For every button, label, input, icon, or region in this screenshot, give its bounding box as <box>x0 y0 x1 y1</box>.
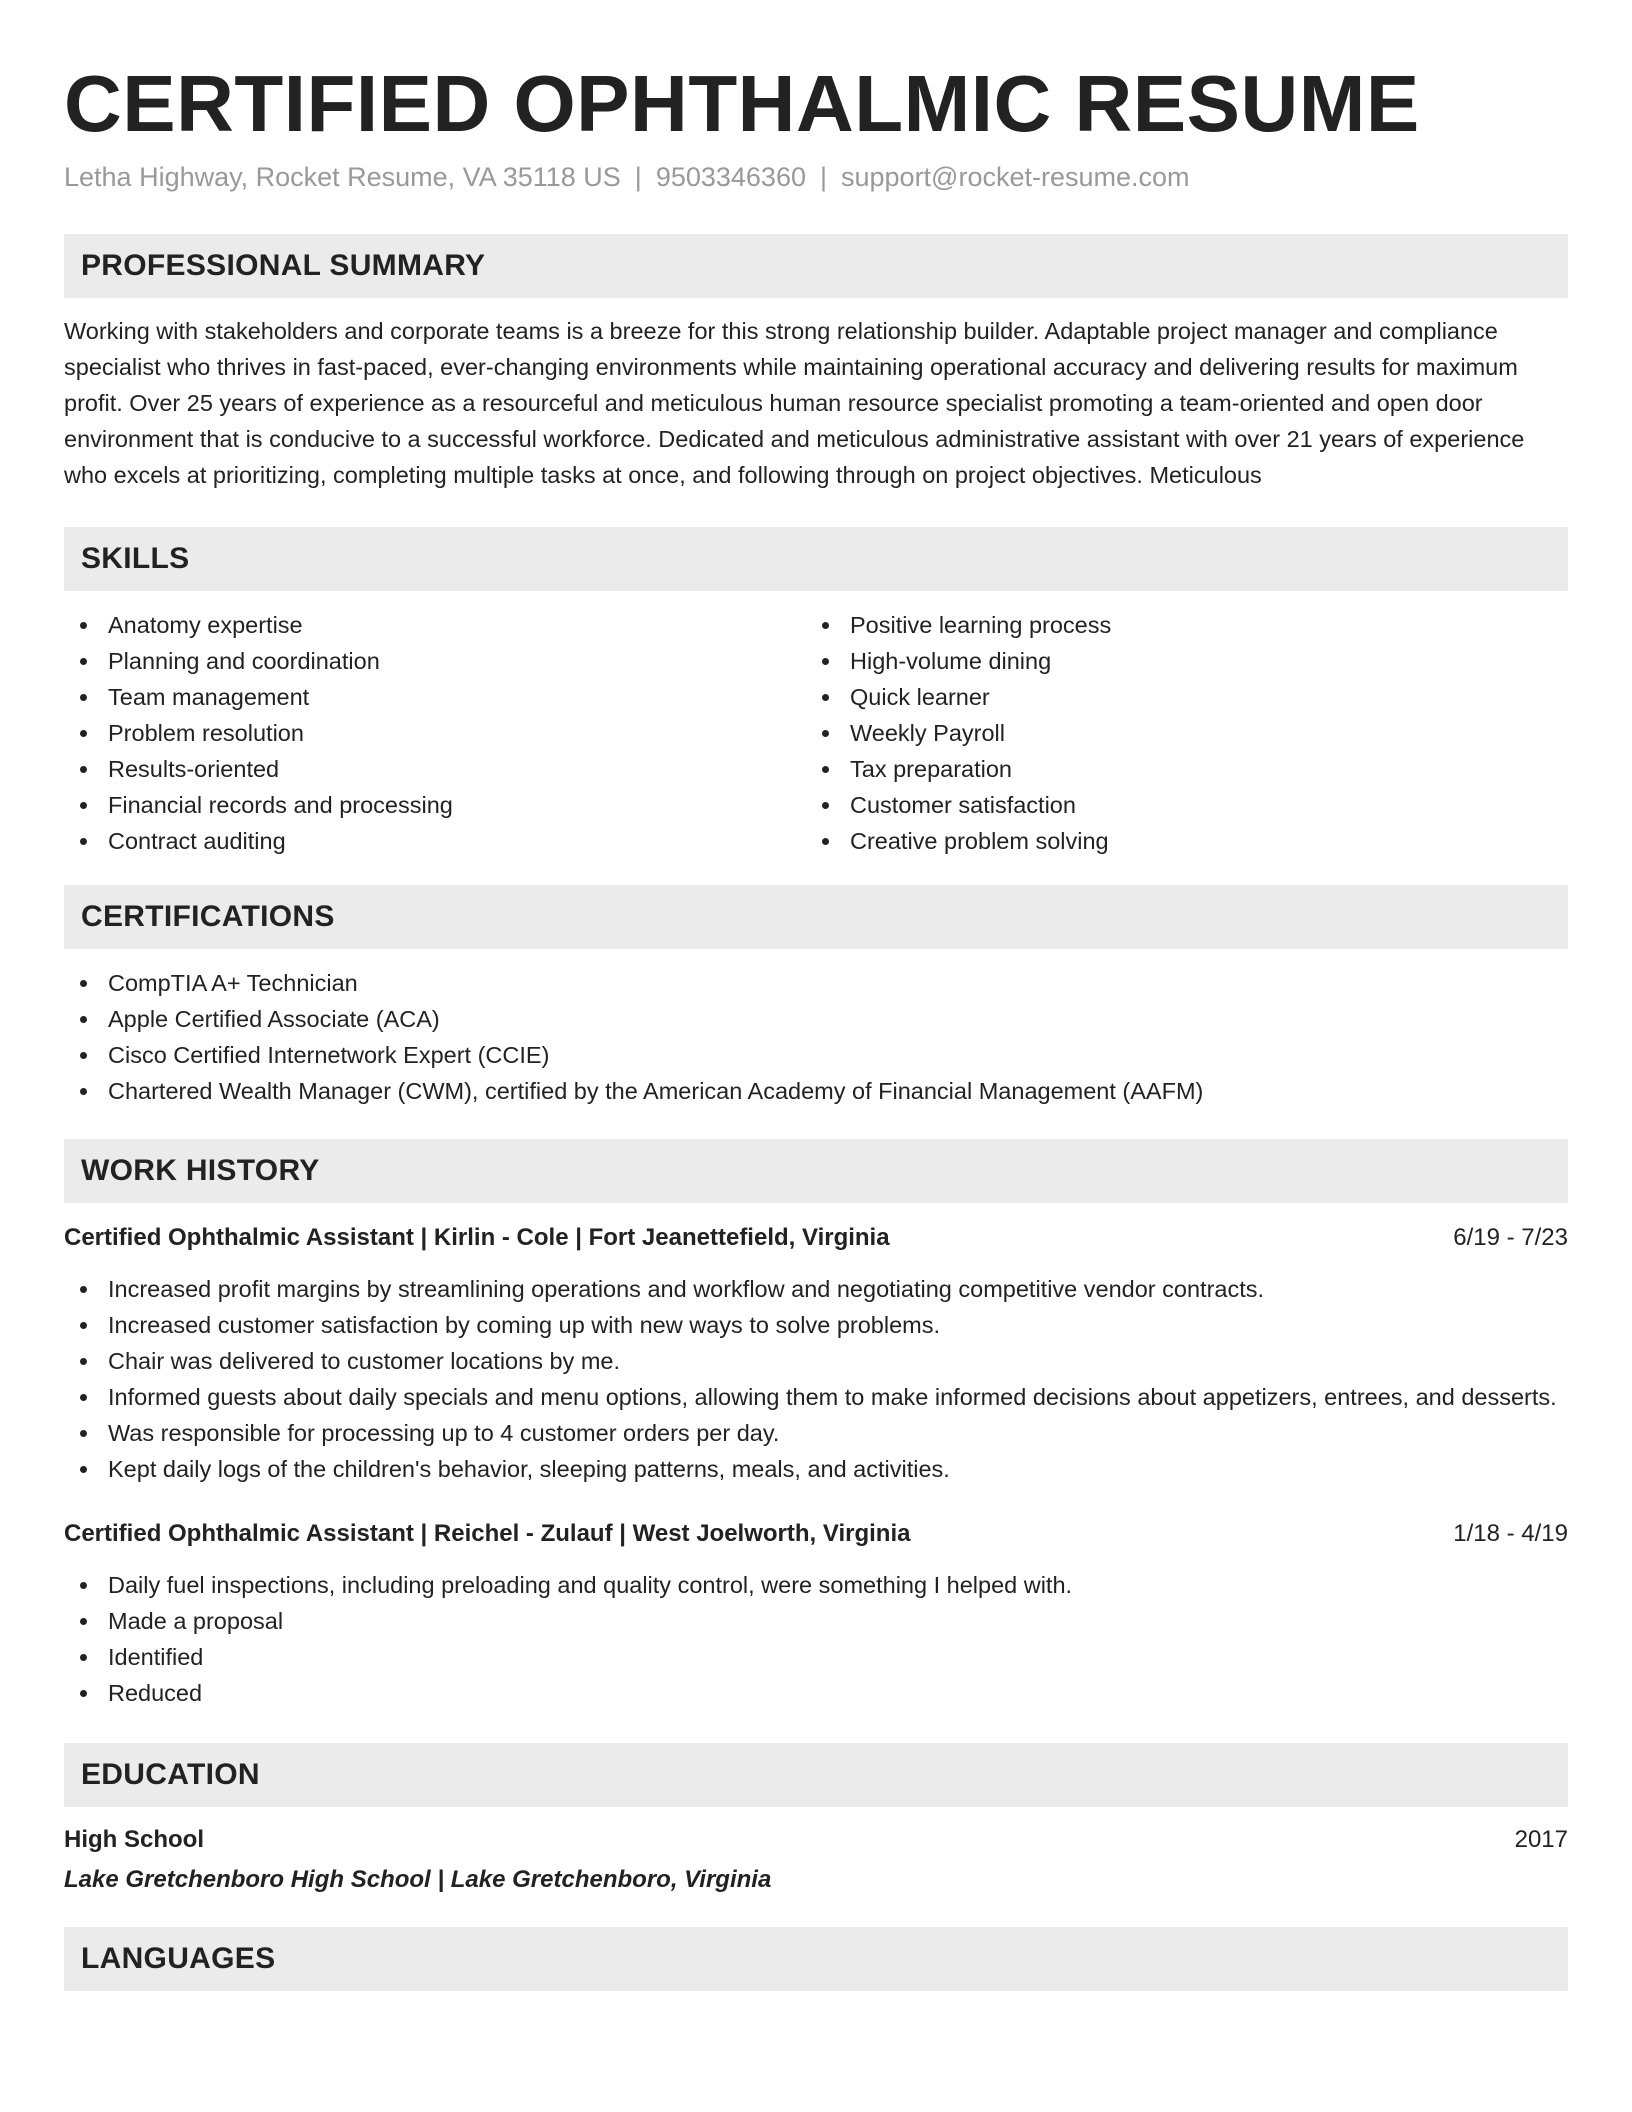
section-header-work-history: WORK HISTORY <box>64 1139 1568 1203</box>
skill-item: Problem resolution <box>64 715 806 751</box>
education-year: 2017 <box>1514 1826 1568 1853</box>
contact-address: Letha Highway, Rocket Resume, VA 35118 US <box>64 162 621 192</box>
job-bullet: Increased customer satisfaction by coming up with new ways to solve problems. <box>64 1307 1568 1343</box>
skill-item: Results-oriented <box>64 751 806 787</box>
certification-item: CompTIA A+ Technician <box>64 965 1568 1001</box>
education-header <box>64 1823 1568 1857</box>
education-school: Lake Gretchenboro High School | Lake Gretchenboro, Virginia <box>64 1866 772 1893</box>
skills-grid <box>64 607 1568 859</box>
job-dates: 1/18 - 4/19 <box>1453 1520 1568 1547</box>
skill-item: Customer satisfaction <box>806 787 1548 823</box>
job-title: Certified Ophthalmic Assistant | Kirlin - Cole | Fort Jeanettefield, Virginia <box>64 1224 890 1251</box>
certifications-list <box>64 965 1568 1109</box>
section-header-education: EDUCATION <box>64 1743 1568 1807</box>
job-title: Certified Ophthalmic Assistant | Reichel - Zulauf | West Joelworth, Virginia <box>64 1520 911 1547</box>
job-bullet: Made a proposal <box>64 1603 1568 1639</box>
education-degree: High School <box>64 1826 204 1853</box>
skill-item: Financial records and processing <box>64 787 806 823</box>
resume-page <box>64 0 1568 1991</box>
job-bullets <box>64 1271 1568 1487</box>
job-header <box>64 1221 1568 1255</box>
section-header-summary: PROFESSIONAL SUMMARY <box>64 234 1568 298</box>
contact-phone: 9503346360 <box>655 162 806 192</box>
contact-line <box>64 160 1568 194</box>
job-bullet: Daily fuel inspections, including preloading and quality control, were something I helped with. <box>64 1567 1568 1603</box>
job-bullet: Kept daily logs of the children's behavior, sleeping patterns, meals, and activities. <box>64 1451 1568 1487</box>
job-bullet: Chair was delivered to customer locations by me. <box>64 1343 1568 1379</box>
skill-item: Planning and coordination <box>64 643 806 679</box>
skills-list-right <box>806 607 1548 859</box>
certification-item: Apple Certified Associate (ACA) <box>64 1001 1568 1037</box>
skill-item: Creative problem solving <box>806 823 1548 859</box>
skill-item: Anatomy expertise <box>64 607 806 643</box>
skill-item: Team management <box>64 679 806 715</box>
skills-list-left <box>64 607 806 859</box>
job-header <box>64 1517 1568 1551</box>
education-entry <box>64 1823 1568 1897</box>
job-entry <box>64 1517 1568 1711</box>
job-bullet: Reduced <box>64 1675 1568 1711</box>
job-bullet: Identified <box>64 1639 1568 1675</box>
skill-item: High-volume dining <box>806 643 1548 679</box>
section-header-skills: SKILLS <box>64 527 1568 591</box>
skill-item: Weekly Payroll <box>806 715 1548 751</box>
summary-text: Working with stakeholders and corporate teams is a breeze for this strong relationship builder. Adaptable project manager and compliance specialist who thrives in fast-paced, ever-changing environments while maintaining operational accuracy and delivering results for maximum profit. Over 25 years of experience as a resourceful and meticulous human resource specialist promoting a team-oriented and open door environment that is conducive to a successful workforce. Dedicated and meticulous administrative assistant with over 21 years of experience who excels at prioritizing, completing multiple tasks at once, and following through on project objectives. Meticulous <box>64 318 1525 488</box>
certification-item: Chartered Wealth Manager (CWM), certified by the American Academy of Financial Management (AAFM) <box>64 1073 1568 1109</box>
job-entry <box>64 1221 1568 1487</box>
skill-item: Positive learning process <box>806 607 1548 643</box>
skill-item: Contract auditing <box>64 823 806 859</box>
job-dates: 6/19 - 7/23 <box>1453 1224 1568 1251</box>
job-bullet: Informed guests about daily specials and menu options, allowing them to make informed decisions about appetizers, entrees, and desserts. <box>64 1379 1568 1415</box>
contact-separator: | <box>819 162 827 192</box>
contact-separator: | <box>634 162 642 192</box>
skill-item: Quick learner <box>806 679 1548 715</box>
section-header-certifications: CERTIFICATIONS <box>64 885 1568 949</box>
certification-item: Cisco Certified Internetwork Expert (CCIE) <box>64 1037 1568 1073</box>
job-bullet: Was responsible for processing up to 4 customer orders per day. <box>64 1415 1568 1451</box>
skill-item: Tax preparation <box>806 751 1548 787</box>
job-bullet: Increased profit margins by streamlining operations and workflow and negotiating competitive vendor contracts. <box>64 1271 1568 1307</box>
resume-title: CERTIFIED OPHTHALMIC RESUME <box>64 59 1420 148</box>
contact-email: support@rocket-resume.com <box>841 162 1190 192</box>
job-bullets <box>64 1567 1568 1711</box>
section-header-languages: LANGUAGES <box>64 1927 1568 1991</box>
